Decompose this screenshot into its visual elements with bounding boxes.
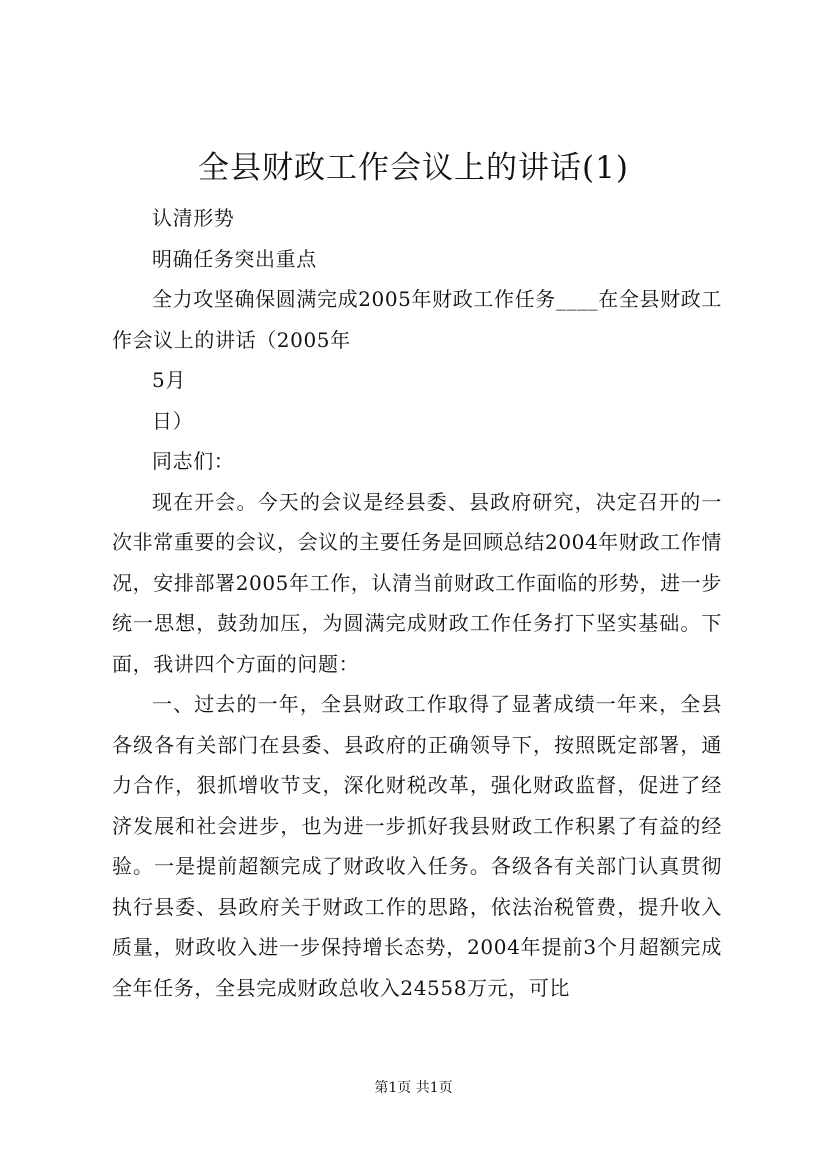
paragraph: 日） [152,408,194,433]
document-body [112,198,722,1008]
paragraph: 同志们： [152,449,235,473]
paragraph: 明确任务突出重点 [152,246,317,271]
paragraph: 一、过去的一年，全县财政工作取得了显著成绩一年来，全县各级各有关部门在县委、县政府的正确领导下，按照既定部署，通力合作，狠抓增收节支，深化财税改革，强化财政监督，促进了经济发展和社会进步，也为进一步抓好我县财政工作积累了有益的经验。一是提前超额完成了财政收入任务。各级各有关部门认真贯彻执行县委、县政府关于财政工作的思路，依法治税管费，提升收入质量，财政收入进一步保持增长态势，2004年提前3个月超额完成全年任务，全县完成财政总收入24558万元，可比 [112,692,722,1000]
document-title: 全县财政工作会议上的讲话(1) [198,150,629,186]
paragraph: 5月 [152,368,186,392]
paragraph: 认清形势 [152,206,235,230]
paragraph: 现在开会。今天的会议是经县委、县政府研究，决定召开的一次非常重要的会议，会议的主要任务是回顾总结2004年财政工作情况，安排部署2005年工作，认清当前财政工作面临的形势，进一步统一思想，鼓劲加压，为圆满完成财政工作任务打下坚实基础。下面，我讲四个方面的问题： [112,489,722,676]
page-footer: 第1页 共1页 [374,1080,453,1096]
paragraph: 全力攻坚确保圆满完成2005年财政工作任务____在全县财政工作会议上的讲话（2005年 [112,287,722,352]
